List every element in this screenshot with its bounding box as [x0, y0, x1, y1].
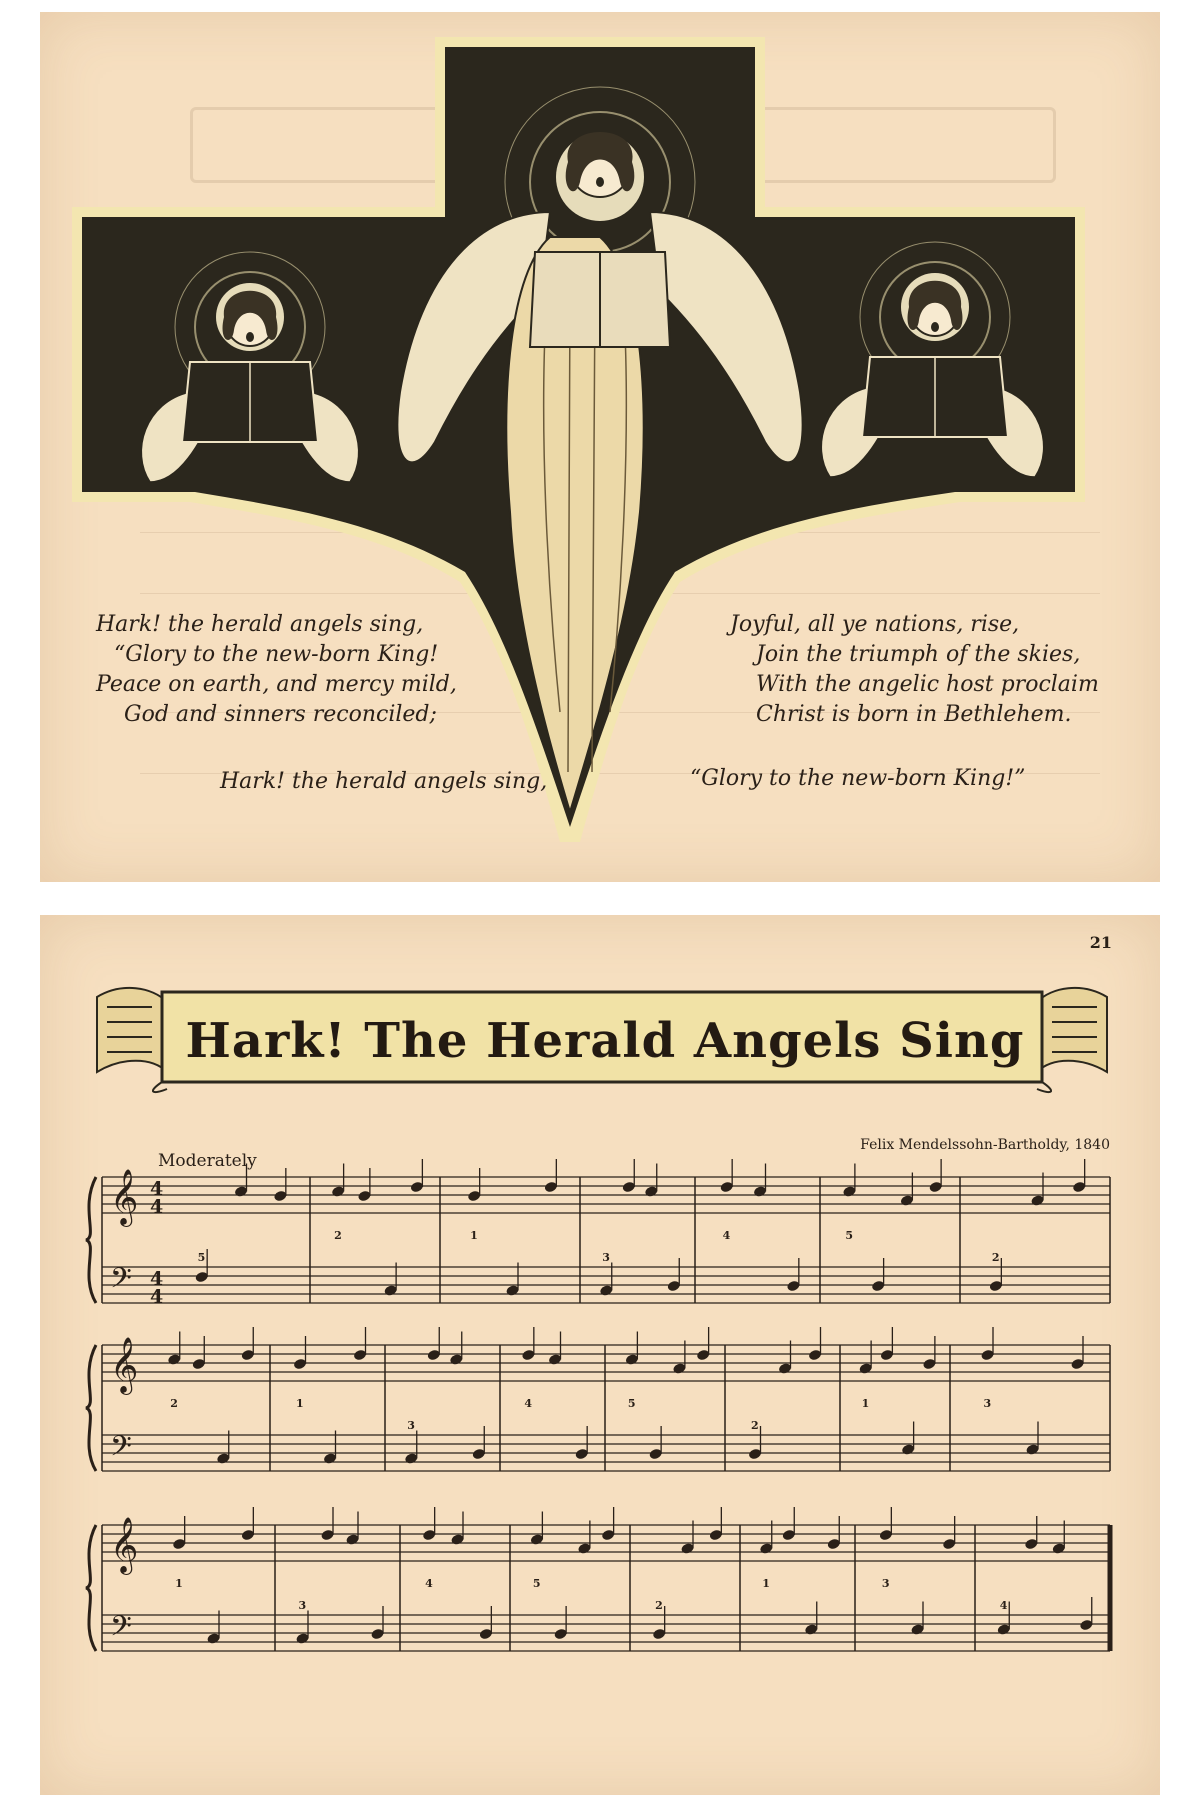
tempo-marking: Moderately — [158, 1151, 257, 1171]
lyric-line: Joyful, all ye nations, rise, — [730, 612, 1020, 637]
lyric-line: Hark! the herald angels sing, — [96, 612, 424, 637]
clef: 𝄞 — [110, 1337, 139, 1393]
clef: 𝄢 — [110, 1430, 132, 1470]
fingering-number: 3 — [881, 1577, 890, 1590]
fingering-number: 4 — [524, 1397, 532, 1410]
fingering-number: 1 — [762, 1577, 770, 1590]
fingering-number: 4 — [999, 1599, 1008, 1612]
fingering-number: 1 — [470, 1229, 478, 1242]
fingering-number: 4 — [425, 1577, 433, 1590]
fingering-number: 2 — [334, 1229, 342, 1242]
refrain-right: “Glory to the new-born King!” — [690, 766, 1026, 791]
fingering-number: 2 — [751, 1419, 759, 1432]
angels-illustration — [40, 12, 1160, 882]
page-number: 21 — [1089, 933, 1112, 952]
fingering-number: 3 — [983, 1397, 992, 1410]
clef: 𝄢 — [110, 1262, 132, 1302]
fingering-number: 4 — [722, 1229, 731, 1242]
clef: 𝄢 — [110, 1610, 132, 1650]
fingering-number: 3 — [407, 1419, 415, 1432]
fingering-number: 2 — [655, 1599, 663, 1612]
fingering-number: 3 — [602, 1251, 610, 1264]
lyrics-page — [40, 12, 1160, 882]
refrain-left: Hark! the herald angels sing, — [220, 769, 548, 794]
fingering-number: 1 — [861, 1397, 870, 1410]
fingering-number: 5 — [845, 1229, 854, 1242]
sheet-music-page — [40, 915, 1160, 1795]
clef: 𝄞 — [110, 1517, 139, 1573]
fingering-number: 2 — [991, 1251, 1000, 1264]
lyric-line: Peace on earth, and mercy mild, — [96, 672, 457, 697]
verse-right — [730, 610, 1099, 730]
time-signature: 4 — [150, 1178, 164, 1200]
fingering-number: 5 — [627, 1397, 636, 1410]
system-brace — [86, 1345, 96, 1471]
lyric-line: God and sinners reconciled; — [124, 702, 437, 727]
time-signature: 4 — [150, 1286, 164, 1308]
song-title: Hark! The Herald Angels Sing — [185, 1013, 1025, 1069]
system-brace — [86, 1525, 96, 1651]
time-signature: 4 — [150, 1268, 164, 1290]
lyric-line: Christ is born in Bethlehem. — [756, 702, 1072, 727]
fingering-number: 3 — [298, 1599, 307, 1612]
fingering-number: 1 — [296, 1397, 304, 1410]
lyric-line: “Glory to the new-born King! — [114, 642, 439, 667]
time-signature: 4 — [150, 1196, 164, 1218]
fingering-number: 5 — [197, 1251, 206, 1264]
clef: 𝄞 — [110, 1169, 139, 1225]
lyric-line: Join the triumph of the skies, — [756, 642, 1081, 667]
composer-credit: Felix Mendelssohn-Bartholdy, 1840 — [860, 1137, 1110, 1153]
lyric-line: With the angelic host proclaim — [756, 672, 1099, 697]
piano-score — [40, 915, 1160, 1795]
fingering-number: 2 — [170, 1397, 178, 1410]
system-brace — [86, 1177, 96, 1303]
verse-left — [96, 610, 457, 730]
fingering-number: 5 — [532, 1577, 541, 1590]
fingering-number: 1 — [175, 1577, 183, 1590]
